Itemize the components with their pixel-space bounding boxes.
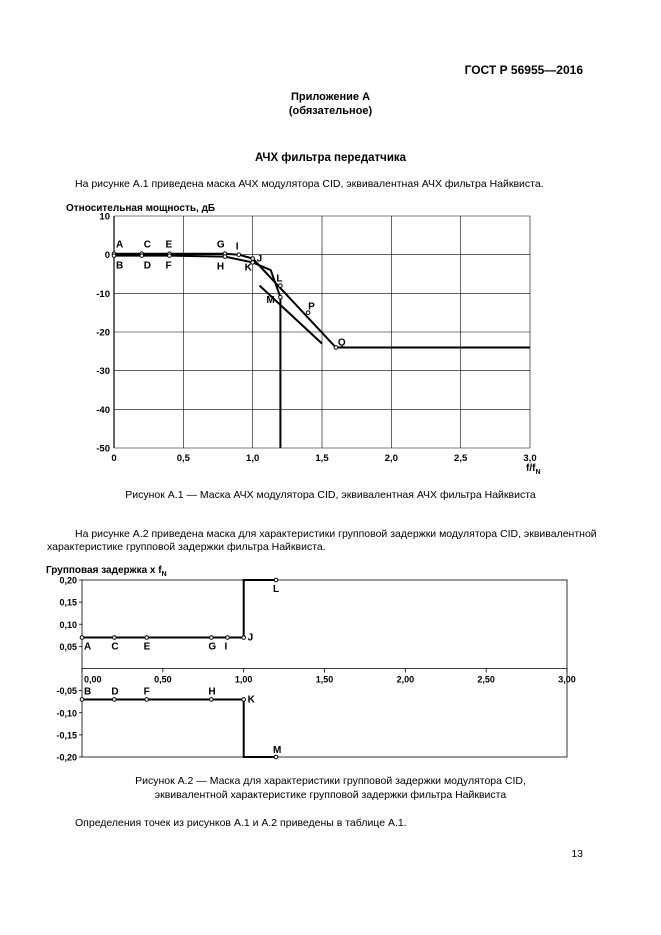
chart2-point-l bbox=[274, 578, 278, 582]
chart1-point-b bbox=[112, 254, 116, 258]
chart1-point-label: L bbox=[276, 273, 283, 285]
chart2-point-a bbox=[80, 636, 84, 640]
standard-number: ГОСТ Р 56955—2016 bbox=[464, 63, 583, 77]
chart1-xtick-label: 2,5 bbox=[454, 453, 468, 464]
chart1-point-label: K bbox=[244, 262, 252, 274]
chart2-point-label: K bbox=[247, 694, 255, 706]
chart2-point-j bbox=[242, 636, 246, 640]
chart1-xtick-label: 2,0 bbox=[384, 453, 398, 464]
figure2-caption-line2: эквивалентной характеристике групповой задержки фильтра Найквиста bbox=[154, 789, 507, 801]
chart1-point-label: I bbox=[235, 241, 239, 253]
chart2-ytick-label: 0,10 bbox=[59, 619, 77, 630]
figure2-caption-line1: Рисунок А.2 — Маска для характеристики групповой задержки модулятора CID, bbox=[135, 775, 526, 787]
chart2-series-upper bbox=[82, 580, 276, 638]
chart2-ytick-label: 0,05 bbox=[59, 641, 77, 652]
chart2-xtick-label: 2,50 bbox=[477, 674, 495, 685]
chart1-point-label: A bbox=[116, 239, 124, 251]
chart1-point-j bbox=[251, 257, 255, 261]
chart2-point-label: J bbox=[247, 632, 254, 644]
paragraph-fig2-intro-line2: характеристике групповой задержки фильтра Найквиста. bbox=[47, 541, 326, 553]
chart2-point-g bbox=[210, 636, 214, 640]
chart1-xtick-label: 0,5 bbox=[176, 453, 190, 464]
chart2-point-k bbox=[242, 698, 246, 702]
chart2-ylabel: Групповая задержка x $f_N$ bbox=[46, 565, 167, 578]
chart1-ylabel: Относительная мощность, дБ bbox=[66, 203, 216, 214]
chart2-point-label: E bbox=[143, 641, 151, 653]
chart1-point-i bbox=[237, 253, 241, 257]
chart1-point-label: P bbox=[308, 301, 315, 313]
chart2-xtick-label: 1,00 bbox=[234, 674, 253, 685]
chart1-ytick-label: -20 bbox=[96, 327, 110, 339]
paragraph-fig2-intro-line1: На рисунке А.2 приведена маска для характеристики групповой задержки модулятора CID, эквивалентной bbox=[75, 528, 597, 540]
chart1-point-label: F bbox=[165, 260, 172, 272]
chart2-ytick-label: 0,20 bbox=[59, 575, 77, 586]
chart1-point-label: E bbox=[165, 239, 173, 251]
annex-title: Приложение А bbox=[290, 91, 371, 103]
chart1-ytick-label: -50 bbox=[96, 443, 110, 455]
chart2-ytick-label: -0,05 bbox=[56, 686, 77, 697]
chart2-point-i bbox=[226, 636, 230, 640]
chart2-point-label: A bbox=[84, 641, 92, 653]
paragraph-table-ref: Определения точек из рисунков А.1 и А.2 приведены в таблице А.1. bbox=[75, 817, 407, 829]
chart2-point-label: H bbox=[208, 686, 216, 698]
chart1-ytick-label: -30 bbox=[96, 366, 110, 378]
figure1-caption: Рисунок А.1 — Маска АЧХ модулятора CID, эквивалентная АЧХ фильтра Найквиста bbox=[125, 489, 536, 501]
chart2-point-h bbox=[210, 698, 214, 702]
chart1-xtick-label: 0 bbox=[111, 453, 117, 464]
chart1-series-lower bbox=[114, 253, 283, 448]
chart1-xtick-label: 3,0 bbox=[523, 453, 537, 464]
chart2-point-label: F bbox=[143, 686, 150, 698]
chart1-xtick-label: 1,5 bbox=[315, 453, 329, 464]
chart1-xtick-label: 1,0 bbox=[246, 453, 260, 464]
chart1-point-label: G bbox=[216, 239, 225, 251]
chart1-point-label: Q bbox=[337, 337, 346, 349]
section-title: АЧХ фильтра передатчика bbox=[254, 152, 407, 164]
chart2-point-label: L bbox=[273, 584, 280, 595]
chart2-xtick-label: 0,50 bbox=[154, 674, 172, 685]
chart2-point-label: G bbox=[208, 641, 217, 653]
chart1-point-label: D bbox=[143, 260, 151, 272]
chart2-ytick-label: -0,20 bbox=[56, 752, 77, 763]
chart1-ytick-label: 0 bbox=[104, 250, 110, 262]
chart2-point-e bbox=[145, 636, 149, 640]
chart1-ytick-label: -10 bbox=[96, 288, 110, 300]
chart2-xtick-label: 2,00 bbox=[396, 674, 415, 685]
chart1-point-label: H bbox=[216, 261, 225, 273]
chart2-ytick-label: -0,15 bbox=[56, 730, 77, 741]
chart1-point-d bbox=[140, 254, 144, 258]
page-number: 13 bbox=[571, 848, 583, 860]
chart1-point-label: B bbox=[116, 260, 124, 272]
chart2-xtick-label: 1,50 bbox=[315, 674, 334, 685]
chart2-point-label: I bbox=[224, 641, 228, 653]
chart2-xtick-label: 0,00 bbox=[84, 674, 102, 685]
chart1-point-label: J bbox=[256, 253, 263, 265]
chart1-point-label: C bbox=[143, 239, 151, 251]
chart2-point-c bbox=[113, 636, 117, 640]
chart2-point-label: D bbox=[111, 686, 119, 698]
chart1-xlabel: $f/f_N$ bbox=[526, 463, 541, 476]
chart2-point-d bbox=[113, 698, 117, 702]
chart2-ytick-label: -0,10 bbox=[56, 708, 77, 719]
chart1-ytick-label: 10 bbox=[99, 211, 110, 223]
chart2-point-label: M bbox=[273, 745, 282, 756]
chart2-series-lower bbox=[82, 700, 276, 758]
chart2-xtick-label: 3,00 bbox=[558, 674, 576, 685]
frequency-response-mask-chart bbox=[60, 196, 560, 478]
chart2-point-f bbox=[145, 698, 149, 702]
group-delay-mask-chart bbox=[40, 560, 600, 770]
chart1-point-f bbox=[168, 254, 172, 258]
chart2-point-b bbox=[80, 698, 84, 702]
chart1-point-label: M bbox=[266, 295, 275, 307]
chart2-point-label: C bbox=[111, 641, 119, 653]
chart1-ytick-label: -40 bbox=[96, 404, 110, 416]
chart2-ytick-label: 0,15 bbox=[59, 597, 77, 608]
chart2-point-label: B bbox=[84, 686, 92, 698]
chart1-point-m bbox=[279, 295, 283, 299]
chart1-point-h bbox=[223, 255, 227, 259]
paragraph-fig1-intro: На рисунке А.1 приведена маска АЧХ модулятора CID, эквивалентная АЧХ фильтра Найквиста. bbox=[75, 178, 544, 190]
annex-status: (обязательное) bbox=[288, 105, 373, 117]
